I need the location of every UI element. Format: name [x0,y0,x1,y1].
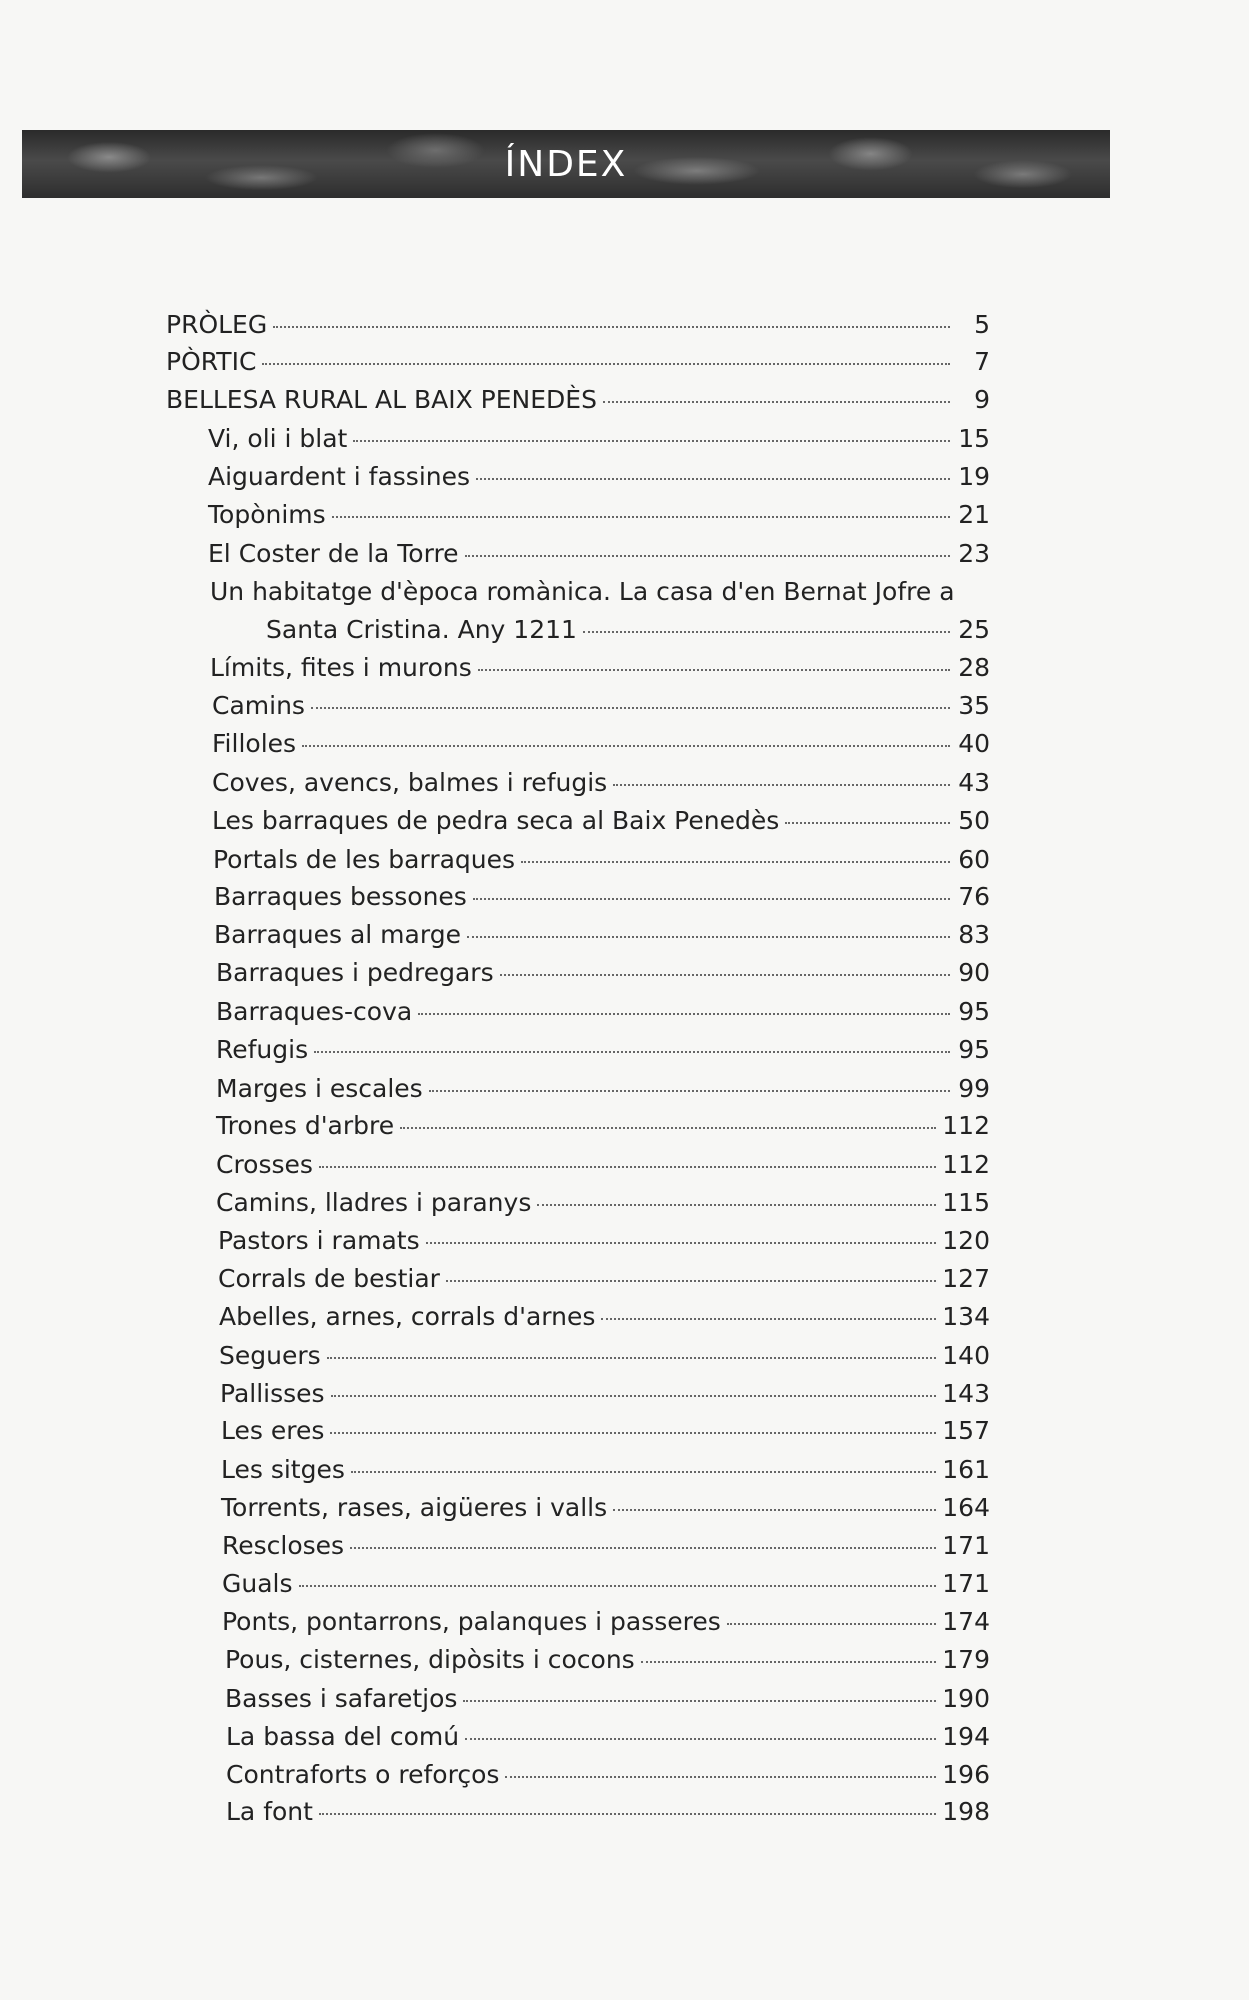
toc-entry-title: PÒRTIC [166,347,257,376]
toc-entry-title: Pallisses [220,1379,325,1408]
toc-entry-title: Rescloses [222,1531,345,1560]
toc-entry [220,1379,990,1409]
toc-entry-continuation-text: Santa Cristina. Any 1211 [266,615,577,644]
toc-entry-title: Les sitges [221,1455,345,1484]
toc-entry [216,1188,990,1218]
toc-entry [216,958,990,988]
toc-entry [222,1569,990,1599]
toc-entry [208,500,990,530]
toc-entry-page: 127 [942,1264,990,1293]
dot-leader [467,936,950,938]
dot-leader [331,1395,937,1397]
toc-entry-title: BELLESA RURAL AL BAIX PENEDÈS [166,385,597,414]
toc-entry [219,1341,990,1371]
toc-entry [212,768,990,798]
toc-entry-title: Filloles [212,729,297,758]
toc-entry-page: 95 [958,1035,990,1064]
toc-entry-title: Marges i escales [216,1074,423,1103]
toc-entry-title: Barraques bessones [214,882,467,911]
toc-entry-page: 140 [942,1341,990,1370]
toc-entry-title: Abelles, arnes, corrals d'arnes [219,1302,596,1331]
toc-entry-title: El Coster de la Torre [208,539,459,568]
toc-entry-title: Seguers [219,1341,321,1370]
dot-leader [273,326,950,328]
toc-entry-page: 40 [958,729,990,758]
toc-entry-page: 7 [974,347,990,376]
dot-leader [400,1127,936,1129]
toc-entry [222,1607,990,1637]
toc-entry [226,1760,990,1790]
toc-entry [212,691,990,721]
toc-entry [166,310,990,340]
toc-entry-page: 60 [958,845,990,874]
toc-entry-page: 194 [942,1722,990,1751]
dot-leader [465,555,950,557]
toc-entry-page: 35 [958,691,990,720]
toc-entry-title: Barraques i pedregars [216,958,494,987]
toc-entry [216,1074,990,1104]
toc-entry [212,806,990,836]
toc-entry-title: Refugis [216,1035,309,1064]
dot-leader [465,1738,936,1740]
toc-entry-page: 171 [942,1569,990,1598]
toc-entry-page: 164 [942,1493,990,1522]
toc-entry-title: Trones d'arbre [216,1111,395,1140]
toc-entry [166,385,990,415]
toc-entry-page: 196 [942,1760,990,1789]
toc-entry-page: 15 [958,424,990,453]
dot-leader [262,363,950,365]
toc-entry [210,653,990,683]
toc-entry-title: Les eres [221,1416,325,1445]
toc-entry-title: Les barraques de pedra seca al Baix Penedès [212,806,780,835]
dot-leader [418,1013,950,1015]
toc-entry-page: 23 [958,539,990,568]
toc-entry-page: 174 [942,1607,990,1636]
toc-entry [216,997,990,1027]
dot-leader [476,478,950,480]
dot-leader [505,1776,936,1778]
toc-entry [226,1722,990,1752]
toc-entry-title: Un habitatge d'època romànica. La casa d'en Bernat Jofre a [210,577,955,606]
toc-entry-page: 99 [958,1074,990,1103]
toc-entry-page: 21 [958,500,990,529]
toc-entry-title: Crosses [216,1150,313,1179]
toc-entry-title: Camins, lladres i paranys [216,1188,532,1217]
toc-entry-page: 5 [974,310,990,339]
toc-entry [226,1797,990,1827]
toc-entry [216,1150,990,1180]
dot-leader [429,1090,950,1092]
dot-leader [473,898,950,900]
dot-leader [311,707,950,709]
dot-leader [330,1432,936,1434]
toc-entry [210,577,955,607]
toc-entry-page: 112 [942,1111,990,1140]
toc-entry-page: 161 [942,1455,990,1484]
toc-entry-page: 83 [958,920,990,949]
dot-leader [319,1813,936,1815]
toc-entry [221,1493,990,1523]
dot-leader [314,1051,950,1053]
toc-entry-title: Contraforts o reforços [226,1760,500,1789]
toc-entry-page: 9 [974,385,990,414]
toc-entry [208,539,990,569]
toc-entry-page: 198 [942,1797,990,1826]
dot-leader [463,1700,936,1702]
toc-entry-page: 134 [942,1302,990,1331]
toc-entry [222,1531,990,1561]
toc-entry [216,1035,990,1065]
dot-leader [350,1547,936,1549]
toc-entry-title: Barraques al marge [214,920,461,949]
toc-entry-page: 19 [958,462,990,491]
toc-entry-page: 190 [942,1684,990,1713]
dot-leader [727,1623,936,1625]
toc-entry [208,462,990,492]
dot-leader [537,1204,936,1206]
toc-entry [219,1302,990,1332]
dot-leader [302,745,950,747]
toc-entry [212,729,990,759]
toc-entry-title: Corrals de bestiar [218,1264,440,1293]
dot-leader [478,669,950,671]
toc-entry-page: 28 [958,653,990,682]
toc-entry [213,845,990,875]
toc-entry-title: Pous, cisternes, dipòsits i cocons [225,1645,635,1674]
toc-entry [214,920,990,950]
toc-entry-title: La bassa del comú [226,1722,460,1751]
toc-entry-title: Basses i safaretjos [225,1684,458,1713]
toc-entry-page: 112 [942,1150,990,1179]
dot-leader [500,974,950,976]
dot-leader [446,1280,936,1282]
toc-entry-page: 76 [958,882,990,911]
dot-leader [353,440,950,442]
toc-entry-page: 90 [958,958,990,987]
toc-entry [218,1226,990,1256]
dot-leader [785,822,950,824]
toc-entry [225,1684,990,1714]
toc-entry [221,1416,990,1446]
dot-leader [603,401,950,403]
toc-entry-title: Topònims [208,500,326,529]
toc-entry-page: 120 [942,1226,990,1255]
dot-leader [613,784,950,786]
toc-entry-page: 115 [942,1188,990,1217]
toc-entry-page: 157 [942,1416,990,1445]
toc-entry-page: 50 [958,806,990,835]
dot-leader [641,1661,937,1663]
toc-entry [216,1111,990,1141]
toc-entry-title: Ponts, pontarrons, palanques i passeres [222,1607,721,1636]
page-title: ÍNDEX [504,143,628,185]
index-banner [22,130,1110,198]
dot-leader [319,1166,936,1168]
toc-entry-title: Pastors i ramats [218,1226,420,1255]
toc-entry-page: 143 [942,1379,990,1408]
toc-entry-title: Barraques-cova [216,997,413,1026]
toc-entry [225,1645,990,1675]
toc-entry-page: 43 [958,768,990,797]
toc-entry-page: 95 [958,997,990,1026]
dot-leader [351,1471,936,1473]
toc-entry-title: Torrents, rases, aigüeres i valls [221,1493,608,1522]
toc-entry-page: 171 [942,1531,990,1560]
toc-entry-title: Camins [212,691,305,720]
toc-entry-continuation [266,615,990,645]
toc-entry-page: 25 [958,615,990,644]
toc-entry-page: 179 [942,1645,990,1674]
toc-entry-title: Guals [222,1569,293,1598]
toc-entry-title: Vi, oli i blat [208,424,348,453]
toc-entry [214,882,990,912]
toc-entry [221,1455,990,1485]
toc-entry [208,424,990,454]
toc-entry-title: La font [226,1797,313,1826]
dot-leader [601,1318,936,1320]
toc-entry [218,1264,990,1294]
toc-entry-title: Coves, avencs, balmes i refugis [212,768,608,797]
dot-leader [583,631,950,633]
dot-leader [299,1585,937,1587]
toc-entry-title: Portals de les barraques [213,845,516,874]
toc-entry-title: Aiguardent i fassines [208,462,471,491]
toc-entry-title: PRÒLEG [166,310,268,339]
toc-entry [166,347,990,377]
dot-leader [426,1242,937,1244]
dot-leader [332,516,950,518]
toc-entry-title: Límits, fites i murons [210,653,472,682]
dot-leader [327,1357,937,1359]
dot-leader [521,861,950,863]
dot-leader [613,1509,936,1511]
